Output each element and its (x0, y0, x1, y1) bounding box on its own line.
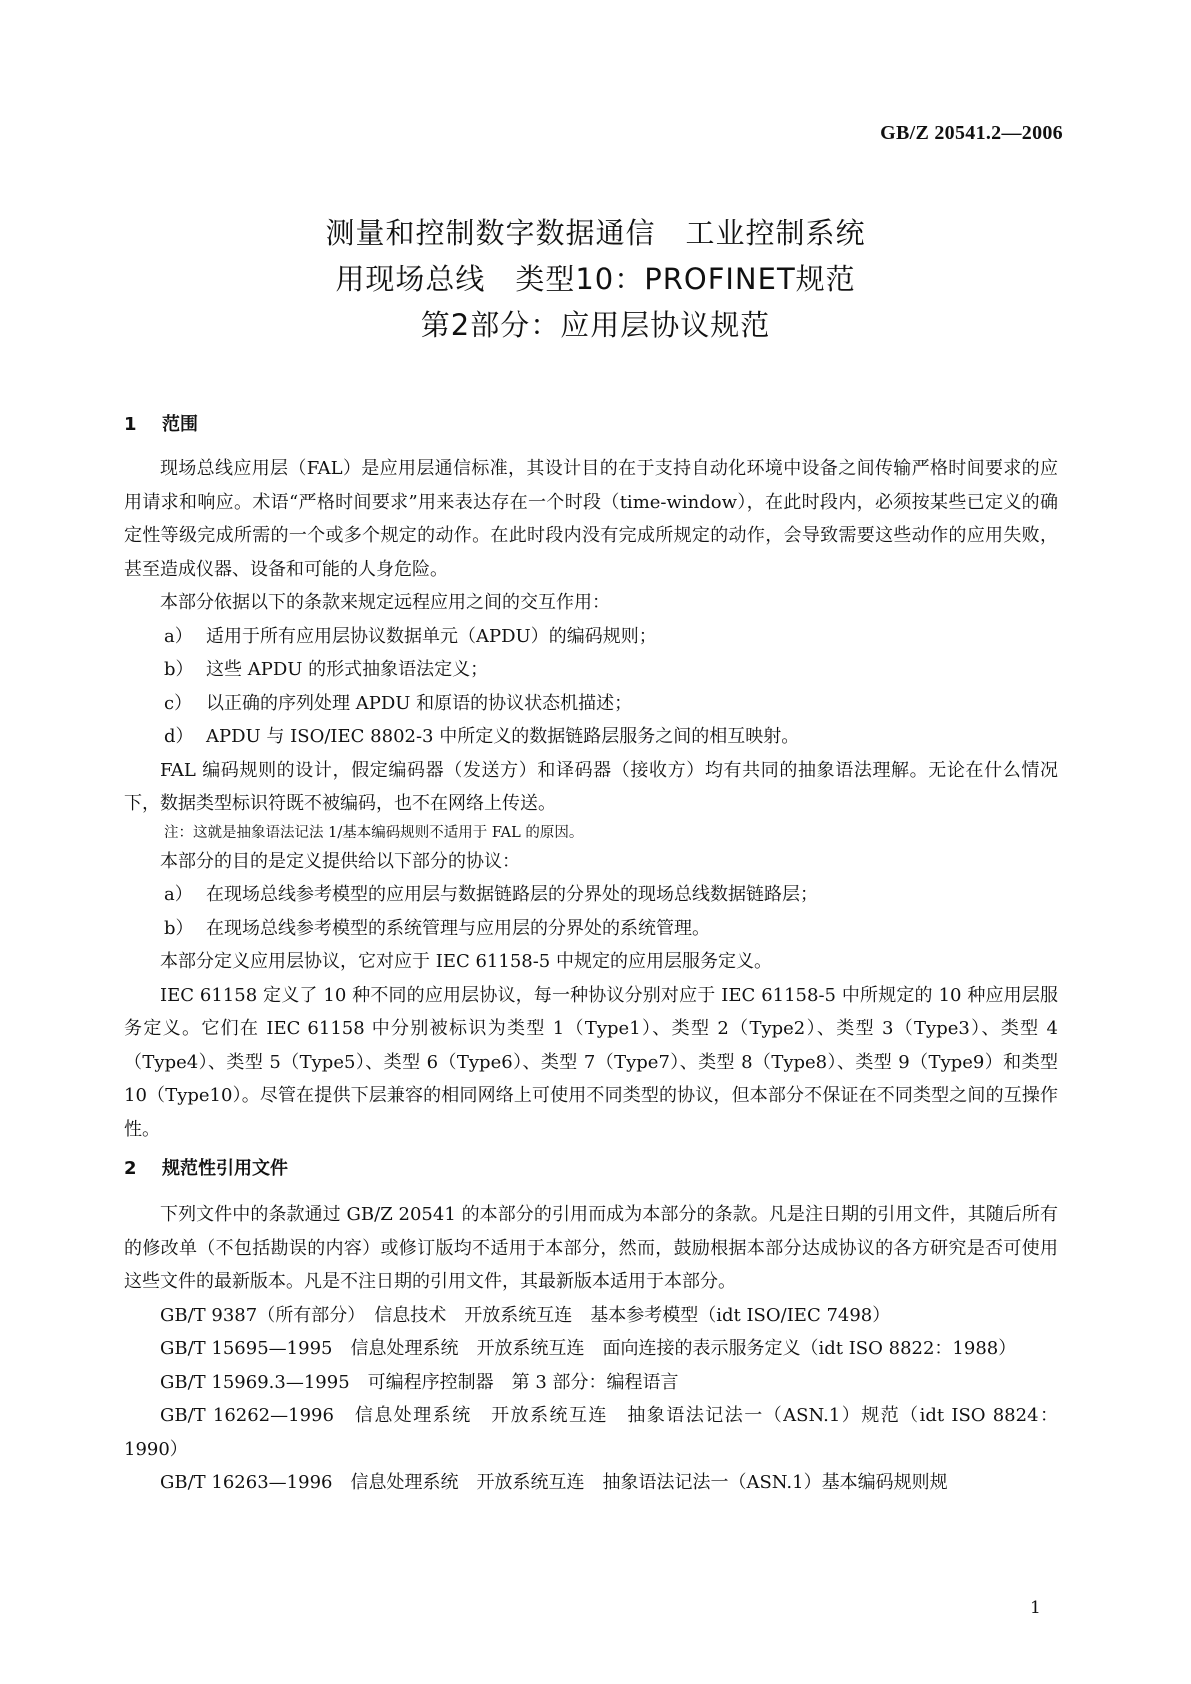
section-heading-normative-references (124, 1152, 1058, 1186)
document-title (0, 210, 1191, 348)
title-line: 第2部分：应用层协议规范 (420, 308, 771, 342)
paragraph: 本部分定义应用层协议，它对应于 IEC 61158-5 中规定的应用层服务定义。 (160, 951, 772, 972)
list-item (124, 687, 1058, 721)
title-line: 用现场总线 类型10：PROFINET规范 (335, 262, 856, 296)
paragraph: IEC 61158 定义了 10 种不同的应用层协议，每一种协议分别对应于 IEC 61158-5 中所规定的 10 种应用层服务定义。它们在 IEC 61158 中分别被标识为类型 1（Type1）、类型 2（Type2）、类型 3（Type3）、类型 4（Type4）、类型 5（Type5）、类型 6（Type6）、类型 7（Type7）、类型 8（Type8）、类型 9（Type9）和类型 10（Type10）。尽管在提供下层兼容的相同网络上可使用不同类型的协议，但本部分不保证在不同类型之间的互操作性。 (124, 984, 1058, 1140)
list-item (124, 912, 1058, 946)
paragraph: 现场总线应用层（FAL）是应用层通信标准，其设计目的在于支持自动化环境中设备之间传输严格时间要求的应用请求和响应。术语“严格时间要求”用来表达存在一个时段（time-window），在此时段内，必须按某些已定义的确定性等级完成所需的一个或多个规定的动作。在此时段内没有完成所规定的动作，会导致需要这些动作的应用失败，甚至造成仪器、设备和可能的人身危险。 (124, 458, 1058, 580)
section-number: 2 (124, 1158, 137, 1179)
reference-entry: GB/T 15695—1995 信息处理系统 开放系统互连 面向连接的表示服务定义（idt ISO 8822：1988） (160, 1338, 1017, 1359)
reference-entry: GB/T 16262—1996 信息处理系统 开放系统互连 抽象语法记法一（ASN.1）规范（idt ISO 8824：1990） (124, 1405, 1058, 1460)
list-marker: b） (164, 917, 194, 939)
paragraph: 本部分依据以下的条款来规定远程应用之间的交互作用： (160, 592, 610, 613)
page-number: 1 (1030, 1598, 1041, 1618)
section-heading-scope (124, 408, 1058, 442)
section-title: 规范性引用文件 (162, 1158, 288, 1179)
section-title: 范围 (162, 414, 198, 435)
reference-entry: GB/T 9387（所有部分） 信息技术 开放系统互连 基本参考模型（idt ISO/IEC 7498） (160, 1304, 891, 1326)
list-text: 在现场总线参考模型的系统管理与应用层的分界处的系统管理。 (206, 917, 710, 939)
list-item (124, 653, 1058, 687)
note: 注：这就是抽象语法记法 1/基本编码规则不适用于 FAL 的原因。 (164, 824, 584, 841)
standard-code: GB/Z 20541.2—2006 (880, 122, 1063, 144)
list-item (124, 720, 1058, 754)
list-item (124, 878, 1058, 912)
document-body (124, 408, 1058, 1500)
reference-entry: GB/T 16263—1996 信息处理系统 开放系统互连 抽象语法记法一（ASN.1）基本编码规则规 (160, 1472, 948, 1493)
list-text: 这些 APDU 的形式抽象语法定义； (206, 659, 489, 680)
paragraph: 本部分的目的是定义提供给以下部分的协议： (160, 850, 520, 872)
section-number: 1 (124, 414, 137, 435)
paragraph: 下列文件中的条款通过 GB/Z 20541 的本部分的引用而成为本部分的条款。凡是注日期的引用文件，其随后所有的修改单（不包括勘误的内容）或修订版均不适用于本部分，然而，鼓励根据本部分达成协议的各方研究是否可使用这些文件的最新版本。凡是不注日期的引用文件，其最新版本适用于本部分。 (124, 1204, 1058, 1292)
list-marker: b） (164, 659, 194, 680)
list-text: 以正确的序列处理 APDU 和原语的协议状态机描述； (206, 692, 633, 714)
title-line: 测量和控制数字数据通信 工业控制系统 (325, 216, 866, 250)
paragraph: FAL 编码规则的设计，假定编码器（发送方）和译码器（接收方）均有共同的抽象语法理解。无论在什么情况下，数据类型标识符既不被编码，也不在网络上传送。 (124, 759, 1058, 814)
list-item (124, 620, 1058, 654)
list-marker: a） (164, 625, 193, 647)
list-text: 在现场总线参考模型的应用层与数据链路层的分界处的现场总线数据链路层； (206, 884, 818, 905)
list-marker: a） (164, 884, 193, 905)
reference-entry: GB/T 15969.3—1995 可编程序控制器 第 3 部分：编程语言 (160, 1371, 679, 1393)
list-text: 适用于所有应用层协议数据单元（APDU）的编码规则； (206, 625, 657, 647)
list-marker: d） (164, 726, 194, 747)
list-text: APDU 与 ISO/IEC 8802-3 中所定义的数据链路层服务之间的相互映射。 (206, 726, 800, 747)
list-marker: c） (164, 692, 193, 714)
